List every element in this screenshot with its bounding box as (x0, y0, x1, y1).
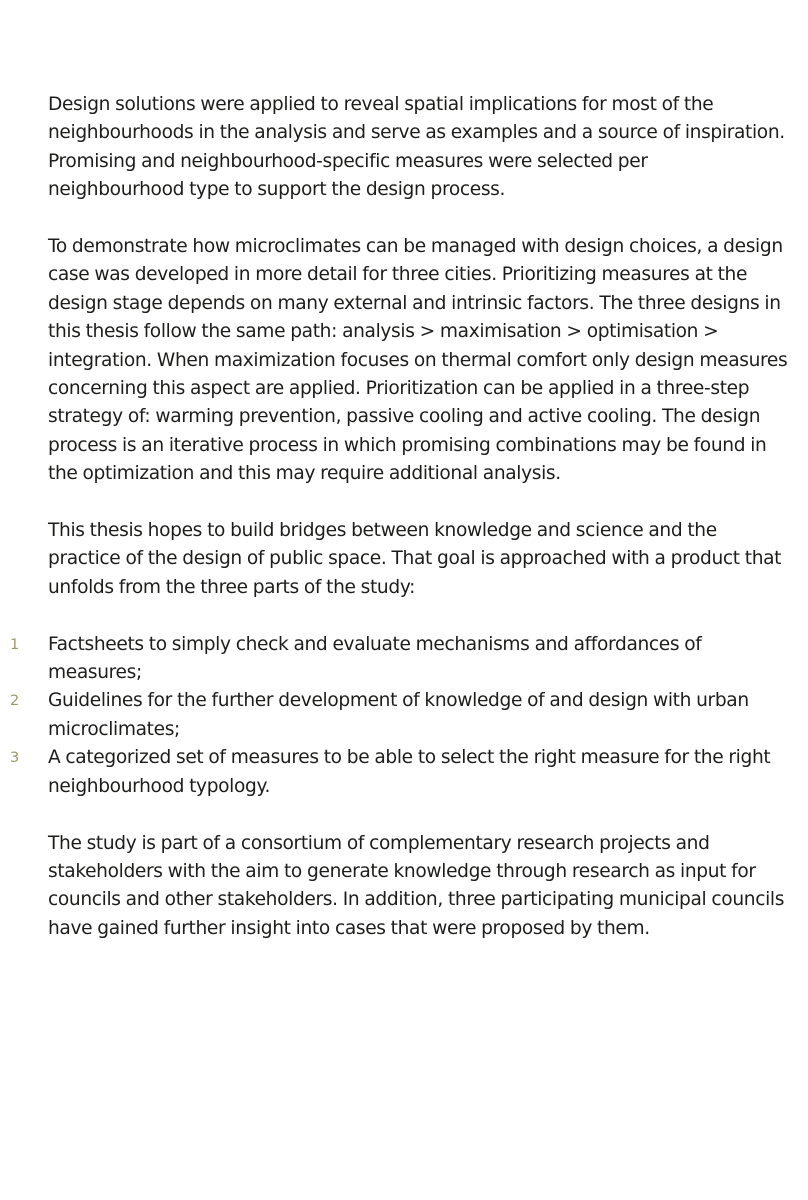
list-item-number: 3 (10, 750, 20, 767)
numbered-list (10, 631, 788, 801)
list-item-number: 2 (10, 693, 20, 710)
list-item (10, 744, 788, 801)
paragraph-consortium: The study is part of a consortium of complementary research projects and stakeholders with the aim to generate knowledge through research as input for councils and other stakeholders. In addition, three participating municipal councils have gained further insight into cases that were proposed by them. (48, 832, 785, 939)
paragraph-thesis-bridges: This thesis hopes to build bridges between knowledge and science and the practice of the design of public space. That goal is approached with a product that unfolds from the three parts of the study: (48, 520, 782, 598)
list-item (10, 631, 788, 688)
list-item-text: Guidelines for the further development of knowledge of and design with urban microclimates; (48, 690, 749, 740)
list-item-text: A categorized set of measures to be able to select the right measure for the right neighbourhood typology. (48, 747, 771, 797)
paragraph-microclimate-design-case: To demonstrate how microclimates can be managed with design choices, a design case was developed in more detail for three cities. Prioritizing measures at the design stage depends on many external and intrinsic factors. The three designs in this thesis follow the same path: analysis > maximisation > optimisation > integration. When maximization focuses on thermal comfort only design measures concerning this aspect are applied. Prioritization can be applied in a three-step strategy of: warming prevention, passive cooling and active cooling. The design process is an iterative process in which promising combinations may be found in the optimization and this may require additional analysis. (48, 236, 788, 485)
list-item (10, 687, 788, 744)
paragraph-design-solutions: Design solutions were applied to reveal spatial implications for most of the neighbourhoods in the analysis and serve as examples and a source of inspiration. Promising and neighbourhood-specific measures were selected per neighbourhood type to support the design process. (48, 94, 785, 201)
list-item-number: 1 (10, 636, 20, 653)
list-item-text: Factsheets to simply check and evaluate mechanisms and affordances of measures; (48, 633, 702, 684)
